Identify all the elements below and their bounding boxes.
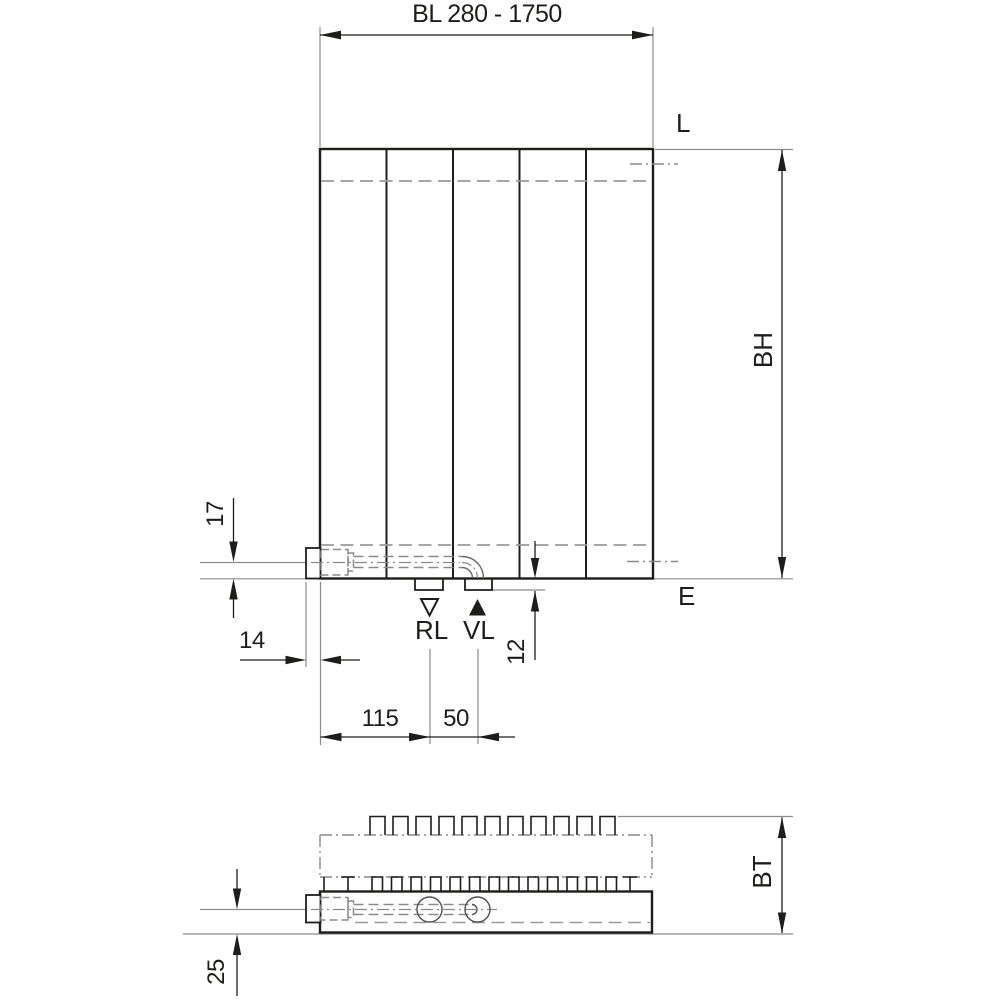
arrow-down-icon [233,889,241,910]
vl-connection-tab [465,579,492,591]
arrow-up-icon [229,579,237,600]
arrow-right-icon [632,31,653,40]
rl-connection-tab [415,579,443,591]
height-dimension-label: BH [748,331,778,369]
arrow-right-icon [409,733,430,741]
dim-25-text: 25 [203,959,230,985]
dim-50-text: 50 [443,705,469,732]
section-body-outline [320,892,652,933]
phantom-section-outline [320,835,652,877]
arrow-left-icon [321,733,342,741]
arrow-up-icon [531,591,539,612]
upper-fin-row [370,817,615,836]
arrow-left-icon [320,31,341,40]
arrow-down-icon [229,542,237,563]
valve-body-section [306,895,321,923]
reference-lines [200,27,793,745]
arrow-down-icon [778,913,786,934]
dim-115-text: 115 [361,705,399,732]
arrow-up-icon [778,817,786,838]
dim-12-text: 12 [503,639,530,665]
arrow-up-icon [778,150,786,171]
return-connection-label: RL [415,615,449,645]
valve-assembly [306,548,484,579]
lower-fin-row [372,877,617,892]
arrow-left-icon [478,733,499,741]
top-level-label: L [676,108,691,138]
dim-17-text: 17 [202,501,229,527]
arrow-up-icon [233,934,241,955]
supply-flow-triangle-up-icon [469,599,486,616]
depth-dimension-label: BT [747,855,777,889]
return-flow-triangle-down-icon [421,599,438,616]
bottom-level-label: E [678,581,696,611]
front-view-dimensions [229,31,786,742]
bottom-view [183,817,793,935]
supply-connection-label: VL [463,615,495,645]
arrow-down-icon [531,558,539,578]
panel-dividers [387,149,587,579]
width-range-dimension-text: BL 280 - 1750 [412,0,562,28]
front-view [200,27,793,745]
arrow-right-icon [286,656,307,664]
pipe-elbow [462,557,484,579]
arrow-left-icon [321,656,342,664]
radiator-outline [320,149,653,579]
arrow-down-icon [778,557,786,578]
valve-body [306,548,321,579]
dim-14-text: 14 [239,627,265,654]
hidden-channel-lines [321,181,652,545]
